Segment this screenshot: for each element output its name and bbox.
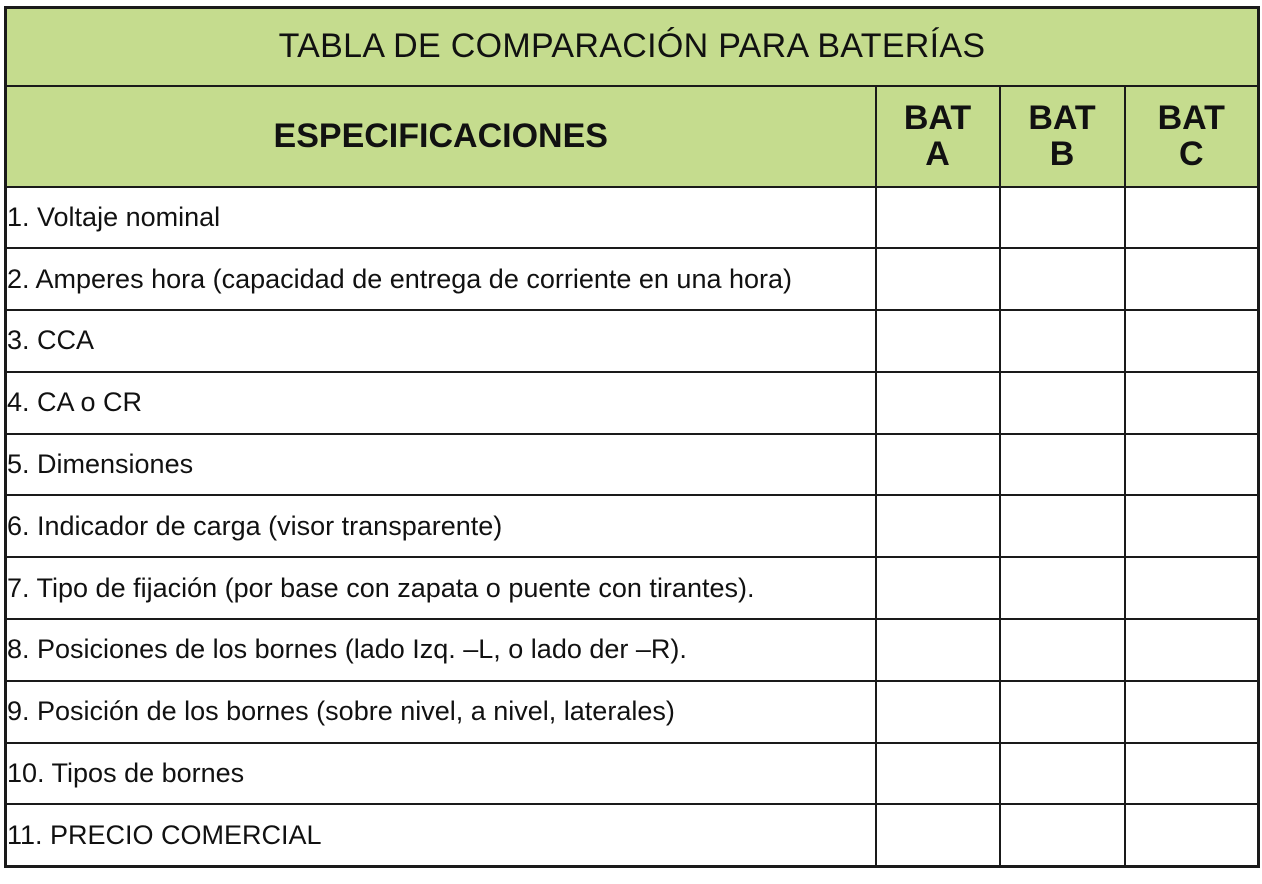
value-cell-bat-b[interactable] [1000, 619, 1125, 681]
table-row [6, 619, 1259, 681]
value-cell-bat-b[interactable] [1000, 248, 1125, 310]
value-cell-bat-b[interactable] [1000, 310, 1125, 372]
spec-label: 9. Posición de los bornes (sobre nivel, a nivel, laterales) [6, 681, 876, 743]
value-cell-bat-a[interactable] [876, 681, 1000, 743]
value-cell-bat-b[interactable] [1000, 187, 1125, 249]
specifications-header: ESPECIFICACIONES [6, 86, 876, 187]
value-cell-bat-a[interactable] [876, 557, 1000, 619]
spec-label: 7. Tipo de fijación (por base con zapata o puente con tirantes). [6, 557, 876, 619]
value-cell-bat-c[interactable] [1125, 804, 1259, 866]
value-cell-bat-c[interactable] [1125, 248, 1259, 310]
table-row [6, 804, 1259, 866]
value-cell-bat-b[interactable] [1000, 434, 1125, 496]
column-header-line2: C [1178, 135, 1204, 173]
table-row [6, 310, 1259, 372]
column-header-line1: BAT [1157, 99, 1225, 137]
column-header-line2: A [925, 135, 950, 173]
value-cell-bat-c[interactable] [1125, 310, 1259, 372]
spec-label: 2. Amperes hora (capacidad de entrega de corriente en una hora) [6, 248, 876, 310]
table-row [6, 248, 1259, 310]
spec-label: 10. Tipos de bornes [6, 743, 876, 805]
title-row [6, 8, 1259, 86]
column-header-bat-c [1125, 86, 1259, 187]
value-cell-bat-c[interactable] [1125, 495, 1259, 557]
value-cell-bat-a[interactable] [876, 434, 1000, 496]
column-header-line1: BAT [903, 99, 972, 137]
spec-label: 11. PRECIO COMERCIAL [6, 804, 876, 866]
value-cell-bat-c[interactable] [1125, 557, 1259, 619]
spec-label: 6. Indicador de carga (visor transparente) [6, 495, 876, 557]
table-row [6, 434, 1259, 496]
table-row [6, 681, 1259, 743]
value-cell-bat-a[interactable] [876, 372, 1000, 434]
table-row [6, 495, 1259, 557]
value-cell-bat-b[interactable] [1000, 743, 1125, 805]
table-row [6, 557, 1259, 619]
value-cell-bat-a[interactable] [876, 743, 1000, 805]
spec-label: 3. CCA [6, 310, 876, 372]
spec-label: 8. Posiciones de los bornes (lado Izq. –L, o lado der –R). [6, 619, 876, 681]
value-cell-bat-b[interactable] [1000, 557, 1125, 619]
value-cell-bat-c[interactable] [1125, 619, 1259, 681]
value-cell-bat-b[interactable] [1000, 681, 1125, 743]
value-cell-bat-a[interactable] [876, 187, 1000, 249]
value-cell-bat-c[interactable] [1125, 743, 1259, 805]
value-cell-bat-a[interactable] [876, 248, 1000, 310]
table-title: TABLA DE COMPARACIÓN PARA BATERÍAS [6, 8, 1259, 86]
value-cell-bat-c[interactable] [1125, 434, 1259, 496]
value-cell-bat-a[interactable] [876, 619, 1000, 681]
value-cell-bat-a[interactable] [876, 310, 1000, 372]
value-cell-bat-a[interactable] [876, 804, 1000, 866]
spec-label: 5. Dimensiones [6, 434, 876, 496]
value-cell-bat-c[interactable] [1125, 681, 1259, 743]
value-cell-bat-b[interactable] [1000, 495, 1125, 557]
column-header-bat-b [1000, 86, 1125, 187]
value-cell-bat-c[interactable] [1125, 372, 1259, 434]
spec-rows [6, 187, 1259, 867]
header-row [6, 86, 1259, 187]
value-cell-bat-c[interactable] [1125, 187, 1259, 249]
spec-label: 4. CA o CR [6, 372, 876, 434]
value-cell-bat-a[interactable] [876, 495, 1000, 557]
column-header-line1: BAT [1028, 99, 1096, 137]
table-row [6, 187, 1259, 249]
column-header-bat-a [876, 86, 1000, 187]
spec-label: 1. Voltaje nominal [6, 187, 876, 249]
value-cell-bat-b[interactable] [1000, 804, 1125, 866]
table-row [6, 743, 1259, 805]
battery-comparison-table [4, 6, 1260, 868]
column-header-line2: B [1049, 135, 1075, 173]
table-row [6, 372, 1259, 434]
value-cell-bat-b[interactable] [1000, 372, 1125, 434]
